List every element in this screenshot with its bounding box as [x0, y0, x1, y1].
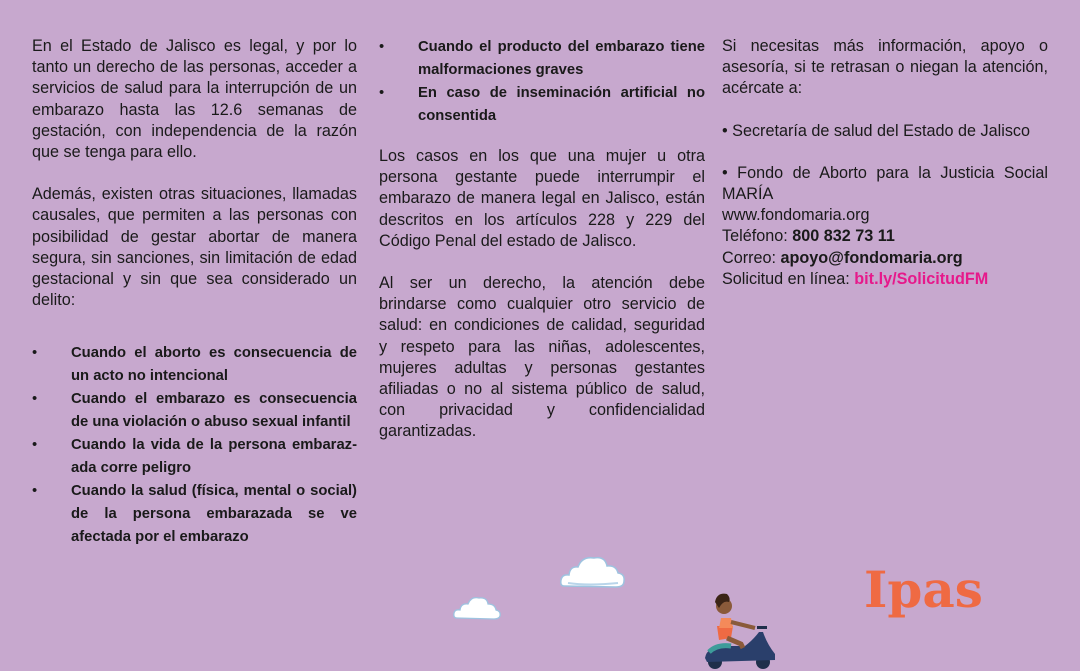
- intro-paragraph: En el Estado de Jalisco es legal, y por lo tanto un derecho de las personas, acceder a servicios de salud para la interrupción de un embarazo hasta las 12.6 semanas de gestación, con independencia de la razón que se tenga para ello.: [32, 37, 357, 162]
- scooter-rider-icon: [697, 588, 781, 671]
- online-request-link[interactable]: bit.ly/SolicitudFM: [854, 269, 989, 288]
- column-left: [32, 36, 357, 549]
- list-item: • Cuando el producto del embarazo tiene malformaciones graves: [379, 39, 705, 78]
- contact-item-fondo: • Fondo de Aborto para la Justicia Social MARÍA: [722, 163, 1048, 204]
- cloud-icon: [558, 550, 628, 592]
- cloud-icon: [452, 592, 502, 622]
- causales-paragraph: Además, existen otras situaciones, llamadas causales, que permiten a las personas con posibilidad de gestar abortar de manera segura, sin sanciones, sin limitación de edad gestacional y sin que sea considerado un delito:: [32, 185, 357, 310]
- legal-articles-paragraph: Los casos en los que una mujer u otra persona gestante puede interrumpir el embarazo de manera legal en Jalisco, están descritos en los artículos 228 y 229 del Código Penal del estado de Jalisco.: [379, 147, 705, 250]
- causales-list-continued: [379, 36, 705, 128]
- email-link[interactable]: apoyo@fondomaria.org: [780, 248, 963, 267]
- contact-item-secretaria: • Secretaría de salud del Estado de Jalisco: [722, 121, 1031, 140]
- causales-list: [32, 342, 357, 549]
- list-item: • Cuando el embarazo es consecuencia de una violación o abuso sexual infantil: [32, 391, 357, 431]
- ipas-logo: Ipas: [864, 560, 983, 619]
- website-link[interactable]: www.fondomaria.org: [722, 206, 870, 225]
- phone-number[interactable]: 800 832 73 11: [792, 227, 895, 246]
- column-right: Si necesitas más información, apoyo o asesoría, si te retrasan o niegan la atención, acércate a: • Secretaría de salud del Estado de Jalisco • Fondo de Aborto para la Justicia Social MARÍA www.fondomaria.org Teléfono: 800 832 73 11 Correo: apoyo@fondomaria.org Solicitud en línea: bit.ly/SolicitudFM: [722, 37, 1048, 288]
- list-item: • Cuando el aborto es consecuencia de un acto no intencional: [32, 345, 357, 385]
- column-middle: [379, 36, 705, 443]
- list-item: • En caso de inseminación artificial no consentida: [379, 85, 705, 124]
- contact-intro: Si necesitas más información, apoyo o asesoría, si te retrasan o niegan la atención, acércate a:: [722, 37, 1048, 98]
- rights-paragraph: Al ser un derecho, la atención debe brindarse como cualquier otro servicio de salud: en condiciones de calidad, seguridad y respeto para las niñas, adolescentes, mujeres adultas y personas gestantes afiliadas o no al sistema público de salud, con privacidad y confidencialidad garantizadas.: [379, 274, 705, 441]
- list-item: • Cuando la salud (física, mental o social) de la persona embarazada se ve afectada por el embarazo: [32, 483, 357, 546]
- list-item: • Cuando la vida de la persona embaraz-ada corre peligro: [32, 437, 357, 477]
